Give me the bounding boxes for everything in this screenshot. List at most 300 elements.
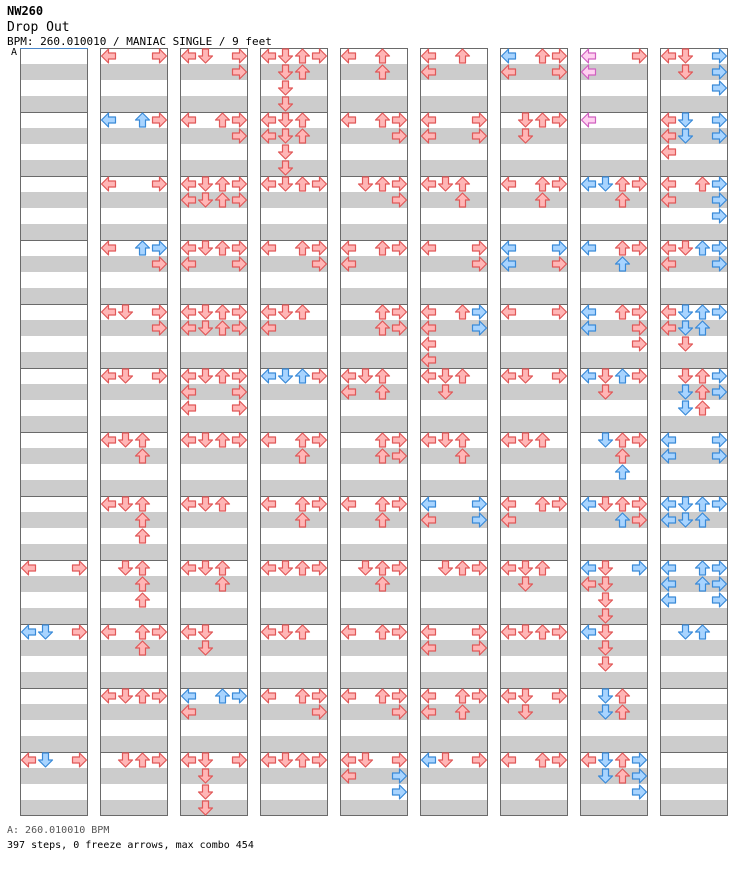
beat-stripe <box>180 448 248 464</box>
up-arrow-icon <box>136 529 150 543</box>
right-arrow-icon <box>713 593 727 607</box>
right-arrow-icon <box>553 49 567 63</box>
up-arrow-icon <box>216 241 230 255</box>
left-arrow-icon <box>502 497 516 511</box>
up-arrow-icon <box>136 497 150 511</box>
up-arrow-icon <box>296 241 310 255</box>
up-arrow-icon <box>296 497 310 511</box>
chart-column <box>660 49 728 817</box>
beat-stripe <box>180 576 248 592</box>
beat-stripe <box>20 640 88 656</box>
chart-column <box>180 49 248 817</box>
beat-stripe <box>580 384 648 400</box>
left-arrow-icon <box>182 497 196 511</box>
beat-stripe <box>20 128 88 144</box>
beat-stripe <box>500 608 568 624</box>
beat-stripe <box>500 480 568 496</box>
beat-stripe <box>100 64 168 80</box>
beat-stripe <box>100 352 168 368</box>
beat-stripe <box>100 800 168 816</box>
right-arrow-icon <box>713 81 727 95</box>
up-arrow-icon <box>616 369 630 383</box>
right-arrow-icon <box>713 369 727 383</box>
right-arrow-icon <box>393 625 407 639</box>
left-arrow-icon <box>342 241 356 255</box>
left-arrow-icon <box>422 305 436 319</box>
chart-column <box>260 49 328 817</box>
down-arrow-icon <box>359 177 373 191</box>
up-arrow-icon <box>296 113 310 127</box>
left-arrow-icon <box>182 177 196 191</box>
up-arrow-icon <box>696 561 710 575</box>
beat-stripe <box>260 640 328 656</box>
right-arrow-icon <box>553 369 567 383</box>
beat-stripe <box>500 736 568 752</box>
left-arrow-icon <box>182 689 196 703</box>
left-arrow-icon <box>102 497 116 511</box>
beat-stripe <box>500 192 568 208</box>
down-arrow-icon <box>679 305 693 319</box>
beat-stripe <box>180 416 248 432</box>
right-arrow-icon <box>233 401 247 415</box>
chart-column <box>500 49 568 817</box>
up-arrow-icon <box>216 433 230 447</box>
down-arrow-icon <box>119 753 133 767</box>
left-arrow-icon <box>182 753 196 767</box>
beat-stripe <box>580 800 648 816</box>
beat-stripe <box>20 576 88 592</box>
beat-stripe <box>660 640 728 656</box>
left-arrow-icon <box>422 433 436 447</box>
beat-stripe <box>580 256 648 272</box>
beat-stripe <box>260 224 328 240</box>
beat-stripe <box>100 224 168 240</box>
left-arrow-icon <box>102 49 116 63</box>
chart-column <box>580 49 648 817</box>
up-arrow-icon <box>296 305 310 319</box>
beat-stripe <box>180 480 248 496</box>
right-arrow-icon <box>473 497 487 511</box>
left-arrow-icon <box>102 113 116 127</box>
beat-stripe <box>420 96 488 112</box>
up-arrow-icon <box>216 497 230 511</box>
beat-stripe <box>260 384 328 400</box>
beat-stripe <box>180 224 248 240</box>
left-arrow-icon <box>582 241 596 255</box>
left-arrow-icon <box>182 305 196 319</box>
beat-stripe <box>20 736 88 752</box>
beat-stripe <box>660 800 728 816</box>
down-arrow-icon <box>599 689 613 703</box>
song-title: Drop Out <box>7 20 70 35</box>
down-arrow-icon <box>519 625 533 639</box>
beat-stripe <box>500 352 568 368</box>
beat-stripe <box>500 224 568 240</box>
right-arrow-icon <box>233 369 247 383</box>
chart-subtitle: BPM: 260.010010 / MANIAC SINGLE / 9 feet <box>7 35 272 48</box>
beat-stripe <box>340 96 408 112</box>
left-arrow-icon <box>182 241 196 255</box>
down-arrow-icon <box>439 433 453 447</box>
beat-stripe <box>500 384 568 400</box>
left-arrow-icon <box>582 305 596 319</box>
right-arrow-icon <box>153 177 167 191</box>
right-arrow-icon <box>393 785 407 799</box>
beat-stripe <box>100 704 168 720</box>
left-arrow-icon <box>342 369 356 383</box>
up-arrow-icon <box>216 689 230 703</box>
up-arrow-icon <box>136 593 150 607</box>
up-arrow-icon <box>536 49 550 63</box>
beat-stripe <box>20 544 88 560</box>
down-arrow-icon <box>279 753 293 767</box>
beat-stripe <box>20 480 88 496</box>
beat-stripe <box>20 160 88 176</box>
beat-stripe <box>20 384 88 400</box>
left-arrow-icon <box>582 625 596 639</box>
right-arrow-icon <box>153 753 167 767</box>
beat-stripe <box>660 480 728 496</box>
right-arrow-icon <box>473 689 487 703</box>
beat-stripe <box>580 736 648 752</box>
beat-stripe <box>420 544 488 560</box>
up-arrow-icon <box>456 561 470 575</box>
left-arrow-icon <box>422 689 436 703</box>
left-arrow-icon <box>502 49 516 63</box>
right-arrow-icon <box>633 241 647 255</box>
up-arrow-icon <box>216 177 230 191</box>
up-arrow-icon <box>696 625 710 639</box>
left-arrow-icon <box>662 145 676 159</box>
up-arrow-icon <box>136 241 150 255</box>
left-arrow-icon <box>422 241 436 255</box>
right-arrow-icon <box>313 241 327 255</box>
down-arrow-icon <box>679 625 693 639</box>
up-arrow-icon <box>376 497 390 511</box>
down-arrow-icon <box>679 49 693 63</box>
beat-stripe <box>580 288 648 304</box>
down-arrow-icon <box>679 401 693 415</box>
down-arrow-icon <box>439 369 453 383</box>
up-arrow-icon <box>296 369 310 383</box>
beat-stripe <box>100 608 168 624</box>
beat-stripe <box>100 192 168 208</box>
up-arrow-icon <box>536 753 550 767</box>
right-arrow-icon <box>633 49 647 63</box>
up-arrow-icon <box>216 113 230 127</box>
up-arrow-icon <box>536 561 550 575</box>
beat-stripe <box>500 128 568 144</box>
down-arrow-icon <box>359 753 373 767</box>
up-arrow-icon <box>696 497 710 511</box>
beat-stripe <box>420 416 488 432</box>
down-arrow-icon <box>119 497 133 511</box>
beat-stripe <box>20 256 88 272</box>
left-arrow-icon <box>262 305 276 319</box>
up-arrow-icon <box>136 625 150 639</box>
up-arrow-icon <box>616 177 630 191</box>
beat-stripe <box>340 288 408 304</box>
up-arrow-icon <box>216 369 230 383</box>
right-arrow-icon <box>473 241 487 255</box>
step-stats: 397 steps, 0 freeze arrows, max combo 454 <box>7 840 254 851</box>
chart-column <box>100 49 168 817</box>
up-arrow-icon <box>296 177 310 191</box>
down-arrow-icon <box>679 337 693 351</box>
beat-stripe <box>500 672 568 688</box>
beat-stripe <box>500 416 568 432</box>
beat-stripe <box>20 416 88 432</box>
right-arrow-icon <box>233 433 247 447</box>
left-arrow-icon <box>502 753 516 767</box>
beat-stripe <box>100 448 168 464</box>
beat-stripe <box>20 96 88 112</box>
left-arrow-icon <box>262 753 276 767</box>
beat-stripe <box>660 352 728 368</box>
beat-stripe <box>20 448 88 464</box>
right-arrow-icon <box>553 689 567 703</box>
up-arrow-icon <box>696 177 710 191</box>
beat-stripe <box>660 672 728 688</box>
beat-stripe <box>660 704 728 720</box>
beat-stripe <box>420 480 488 496</box>
up-arrow-icon <box>456 369 470 383</box>
beat-stripe <box>420 736 488 752</box>
down-arrow-icon <box>439 177 453 191</box>
right-arrow-icon <box>553 113 567 127</box>
beat-stripe <box>180 160 248 176</box>
beat-stripe <box>340 672 408 688</box>
up-arrow-icon <box>456 177 470 191</box>
beat-stripe <box>340 480 408 496</box>
left-arrow-icon <box>662 561 676 575</box>
up-arrow-icon <box>376 305 390 319</box>
right-arrow-icon <box>73 625 87 639</box>
beat-stripe <box>580 160 648 176</box>
beat-stripe <box>340 736 408 752</box>
up-arrow-icon <box>376 113 390 127</box>
down-arrow-icon <box>199 305 213 319</box>
beat-stripe <box>660 288 728 304</box>
beat-stripe <box>100 480 168 496</box>
left-arrow-icon <box>342 49 356 63</box>
beat-stripe <box>420 448 488 464</box>
left-arrow-icon <box>422 625 436 639</box>
beat-stripe <box>180 512 248 528</box>
right-arrow-icon <box>153 369 167 383</box>
left-arrow-icon <box>342 689 356 703</box>
bpm-info: A: 260.010010 BPM <box>7 825 110 836</box>
left-arrow-icon <box>662 49 676 63</box>
right-arrow-icon <box>233 177 247 191</box>
beat-stripe <box>420 160 488 176</box>
beat-stripe <box>180 608 248 624</box>
left-arrow-icon <box>262 241 276 255</box>
beat-stripe <box>100 128 168 144</box>
right-arrow-icon <box>73 753 87 767</box>
beat-stripe <box>420 192 488 208</box>
down-arrow-icon <box>679 497 693 511</box>
left-arrow-icon <box>182 561 196 575</box>
up-arrow-icon <box>136 689 150 703</box>
down-arrow-icon <box>679 369 693 383</box>
up-arrow-icon <box>136 113 150 127</box>
down-arrow-icon <box>599 561 613 575</box>
down-arrow-icon <box>279 625 293 639</box>
right-arrow-icon <box>473 113 487 127</box>
down-arrow-icon <box>279 305 293 319</box>
beat-stripe <box>260 576 328 592</box>
right-arrow-icon <box>393 433 407 447</box>
down-arrow-icon <box>199 625 213 639</box>
right-arrow-icon <box>153 241 167 255</box>
left-arrow-icon <box>182 49 196 63</box>
left-arrow-icon <box>422 113 436 127</box>
down-arrow-icon <box>679 241 693 255</box>
right-arrow-icon <box>153 49 167 63</box>
left-arrow-icon <box>102 177 116 191</box>
up-arrow-icon <box>456 689 470 703</box>
beat-stripe <box>20 320 88 336</box>
beat-stripe <box>20 352 88 368</box>
up-arrow-icon <box>376 625 390 639</box>
beat-stripe <box>100 736 168 752</box>
down-arrow-icon <box>119 689 133 703</box>
up-arrow-icon <box>136 753 150 767</box>
up-arrow-icon <box>376 369 390 383</box>
beat-stripe <box>260 512 328 528</box>
down-arrow-icon <box>119 561 133 575</box>
up-arrow-icon <box>376 49 390 63</box>
left-arrow-icon <box>102 369 116 383</box>
down-arrow-icon <box>39 625 53 639</box>
beat-stripe <box>340 64 408 80</box>
left-arrow-icon <box>262 497 276 511</box>
beat-stripe <box>340 512 408 528</box>
right-arrow-icon <box>153 305 167 319</box>
left-arrow-icon <box>422 177 436 191</box>
up-arrow-icon <box>536 177 550 191</box>
left-arrow-icon <box>422 753 436 767</box>
beat-stripe <box>340 160 408 176</box>
up-arrow-icon <box>136 433 150 447</box>
right-arrow-icon <box>393 497 407 511</box>
beat-stripe <box>500 704 568 720</box>
beat-stripe <box>340 576 408 592</box>
right-arrow-icon <box>233 689 247 703</box>
left-arrow-icon <box>342 753 356 767</box>
down-arrow-icon <box>359 561 373 575</box>
left-arrow-icon <box>102 241 116 255</box>
beat-stripe <box>180 640 248 656</box>
beat-stripe <box>500 576 568 592</box>
down-arrow-icon <box>119 433 133 447</box>
left-arrow-icon <box>182 625 196 639</box>
down-arrow-icon <box>199 49 213 63</box>
left-arrow-icon <box>422 337 436 351</box>
up-arrow-icon <box>536 113 550 127</box>
left-arrow-icon <box>182 369 196 383</box>
down-arrow-icon <box>679 113 693 127</box>
right-arrow-icon <box>713 497 727 511</box>
beat-stripe <box>20 224 88 240</box>
right-arrow-icon <box>233 753 247 767</box>
beat-stripe <box>180 544 248 560</box>
up-arrow-icon <box>616 433 630 447</box>
right-arrow-icon <box>633 785 647 799</box>
right-arrow-icon <box>153 689 167 703</box>
beat-stripe <box>660 736 728 752</box>
beat-stripe <box>260 800 328 816</box>
left-arrow-icon <box>582 497 596 511</box>
beat-stripe <box>260 288 328 304</box>
beat-stripe <box>260 736 328 752</box>
beat-stripe <box>180 736 248 752</box>
up-arrow-icon <box>296 433 310 447</box>
up-arrow-icon <box>376 689 390 703</box>
beat-stripe <box>660 416 728 432</box>
beat-stripe <box>580 640 648 656</box>
down-arrow-icon <box>599 625 613 639</box>
up-arrow-icon <box>296 753 310 767</box>
right-arrow-icon <box>393 305 407 319</box>
beat-stripe <box>580 96 648 112</box>
beat-stripe <box>100 160 168 176</box>
right-arrow-icon <box>473 561 487 575</box>
right-arrow-icon <box>313 433 327 447</box>
right-arrow-icon <box>633 305 647 319</box>
up-arrow-icon <box>616 689 630 703</box>
beat-stripe <box>180 288 248 304</box>
right-arrow-icon <box>473 625 487 639</box>
right-arrow-icon <box>313 497 327 511</box>
right-arrow-icon <box>473 305 487 319</box>
beat-stripe <box>420 224 488 240</box>
down-arrow-icon <box>519 561 533 575</box>
right-arrow-icon <box>393 689 407 703</box>
up-arrow-icon <box>616 753 630 767</box>
beat-stripe <box>260 96 328 112</box>
right-arrow-icon <box>233 305 247 319</box>
right-arrow-icon <box>713 49 727 63</box>
left-arrow-icon <box>502 305 516 319</box>
beat-stripe <box>500 544 568 560</box>
beat-stripe <box>340 352 408 368</box>
beat-stripe <box>500 800 568 816</box>
right-arrow-icon <box>633 753 647 767</box>
beat-stripe <box>100 672 168 688</box>
beat-stripe <box>660 768 728 784</box>
down-arrow-icon <box>599 753 613 767</box>
left-arrow-icon <box>182 401 196 415</box>
left-arrow-icon <box>582 561 596 575</box>
left-arrow-icon <box>182 433 196 447</box>
down-arrow-icon <box>199 753 213 767</box>
left-arrow-icon <box>422 369 436 383</box>
beat-stripe <box>660 544 728 560</box>
up-arrow-icon <box>456 49 470 63</box>
down-arrow-icon <box>279 49 293 63</box>
right-arrow-icon <box>393 113 407 127</box>
left-arrow-icon <box>662 497 676 511</box>
left-arrow-icon <box>662 177 676 191</box>
right-arrow-icon <box>713 561 727 575</box>
up-arrow-icon <box>456 305 470 319</box>
up-arrow-icon <box>296 625 310 639</box>
left-arrow-icon <box>662 593 676 607</box>
down-arrow-icon <box>279 81 293 95</box>
right-arrow-icon <box>393 241 407 255</box>
